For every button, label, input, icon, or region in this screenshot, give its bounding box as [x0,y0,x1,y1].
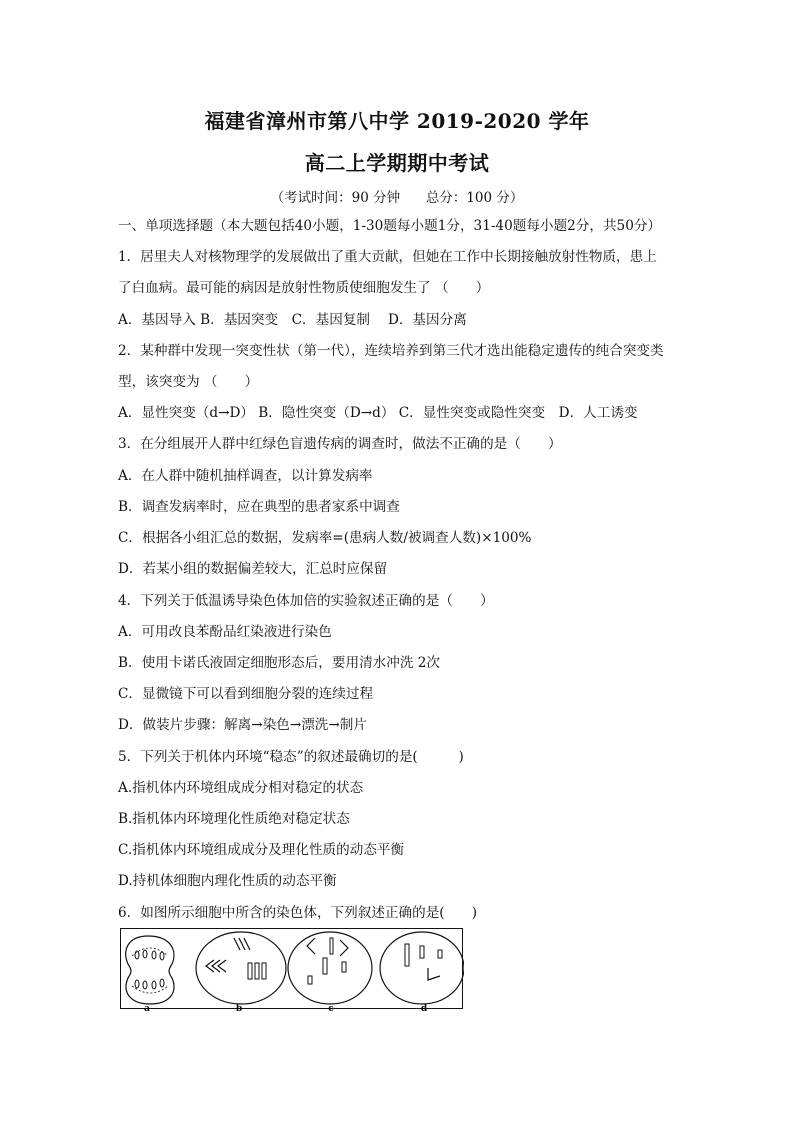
cell-d-label: d [420,1004,428,1012]
question-2-stem-line-2: 型，该突变为 （ ） [118,374,259,390]
exam-subtitle: 高二上学期期中考试 [304,151,490,175]
question-3-option-b: B．调查发病率时，应在典型的患者家系中调查 [118,499,400,515]
cell-a [126,936,174,1004]
question-4-option-b: B．使用卡诺氏液固定细胞形态后，要用清水冲洗 2次 [118,655,441,671]
question-4-option-c: C．显微镜下可以看到细胞分裂的连续过程 [118,686,374,702]
question-4-option-a: A．可用改良苯酚品红染液进行染色 [118,624,332,640]
question-5-option-b: B.指机体内环境理化性质绝对稳定状态 [118,811,350,827]
section-heading: 一、单项选择题（本大题包括40小题，1-30题每小题1分，31-40题每小题2分，共50分） [118,218,662,234]
question-5-stem: 5．下列关于机体内环境“稳态”的叙述最确切的是( ) [118,749,464,765]
exam-info: （考试时间：90 分钟 总分：100 分） [270,190,524,206]
question-3-option-d: D．若某小组的数据偏差较大，汇总时应保留 [118,561,388,577]
cell-c-label: c [328,1004,334,1012]
cell-b-label: b [235,1004,243,1012]
chromosome-figure-svg [120,928,464,1012]
question-3-option-a: A．在人群中随机抽样调查，以计算发病率 [118,468,373,484]
question-2-options: A．显性突变（d→D） B．隐性突变（D→d） C．显性突变或隐性突变 D．人工诱变 [118,405,638,421]
question-3-stem: 3．在分组展开人群中红绿色盲遗传病的调查时，做法不正确的是（ ） [118,436,562,452]
chromosome-figure [120,928,464,1012]
exam-title: 福建省漳州市第八中学 2019-2020 学年 [204,109,590,133]
question-5-option-c: C.指机体内环境组成成分及理化性质的动态平衡 [118,842,405,858]
question-5-option-d: D.持机体细胞内理化性质的动态平衡 [118,873,337,889]
cell-c [288,932,372,1004]
question-1-stem-line-1: 1．居里夫人对核物理学的发展做出了重大贡献，但她在工作中长期接触放射性物质，患上 [118,249,657,265]
cell-a-label: a [144,1004,150,1012]
question-3-option-c: C．根据各小组汇总的数据，发病率=(患病人数/被调查人数)×100% [118,530,532,546]
cell-b [196,932,286,1004]
question-1-stem-line-2: 了白血病。最可能的病因是放射性物质使细胞发生了 （ ） [118,280,490,296]
question-4-option-d: D．做装片步骤：解离→染色→漂洗→制片 [118,717,367,733]
question-2-stem-line-1: 2．某种群中发现一突变性状（第一代），连续培养到第三代才选出能稳定遗传的纯合突变类 [118,343,664,359]
cell-d [380,932,464,1004]
question-1-options: A．基因导入 B．基因突变 C．基因复制 D．基因分离 [118,312,467,328]
question-6-stem: 6．如图所示细胞中所含的染色体，下列叙述正确的是( ) [118,905,478,921]
question-4-stem: 4．下列关于低温诱导染色体加倍的实验叙述正确的是（ ） [118,593,494,609]
question-5-option-a: A.指机体内环境组成成分相对稳定的状态 [118,780,364,796]
